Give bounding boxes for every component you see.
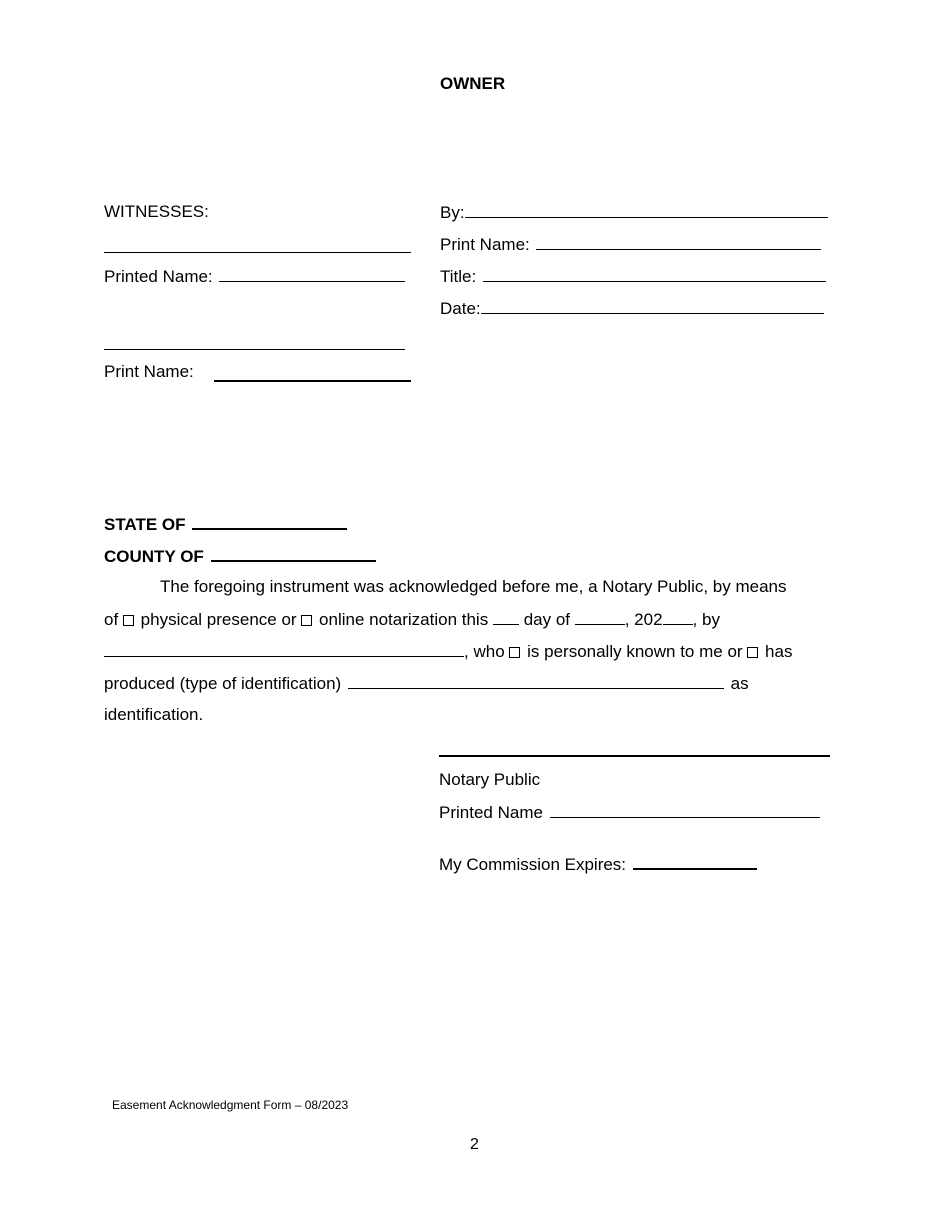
notary-signature-line[interactable]: [439, 755, 830, 757]
page-title: OWNER: [440, 74, 506, 93]
owner-date-line[interactable]: [481, 298, 824, 314]
ack-line-5: identification.: [104, 705, 204, 724]
witness2-print-name-label: Print Name:: [104, 362, 194, 381]
ack-line-3: [104, 641, 792, 662]
witness2-print-name-line[interactable]: [214, 380, 411, 382]
month-line[interactable]: [575, 609, 625, 625]
notary-printed-name-label: Printed Name: [439, 803, 543, 822]
commission-expires-label: My Commission Expires:: [439, 855, 627, 874]
county-of: [104, 545, 376, 567]
owner-by: [440, 202, 828, 223]
footer-form-name: Easement Acknowledgment Form – 08/2023: [112, 1098, 349, 1112]
owner-by-line[interactable]: [465, 202, 828, 218]
ack-of-text: of: [104, 610, 119, 629]
witness2-signature-line[interactable]: [104, 349, 405, 350]
owner-date-label: Date:: [440, 299, 481, 318]
owner-title: [440, 266, 826, 287]
signer-name-line[interactable]: [104, 641, 464, 657]
ack-line-4: [104, 673, 749, 694]
page-number: 2: [470, 1136, 479, 1153]
day-line[interactable]: [493, 609, 519, 625]
owner-print-name: [440, 234, 821, 255]
physical-presence-checkbox[interactable]: [123, 615, 134, 626]
ack-line-2: [104, 609, 720, 630]
state-of-line[interactable]: [192, 513, 347, 530]
witnesses-label: WITNESSES:: [104, 202, 209, 221]
county-of-line[interactable]: [211, 545, 376, 562]
witness2-print-name: [104, 362, 194, 382]
witness1-printed-name: [104, 266, 405, 287]
notary-printed-name-line[interactable]: [550, 802, 820, 818]
personally-known-text: is personally known to me or: [527, 642, 743, 661]
ack-line-1: The foregoing instrument was acknowledged before me, a Notary Public, by means: [160, 577, 787, 596]
notary-printed-name: [439, 802, 820, 823]
owner-print-name-label: Print Name:: [440, 235, 530, 254]
id-type-line[interactable]: [348, 673, 724, 689]
who-text: who: [473, 642, 505, 661]
personally-known-checkbox[interactable]: [509, 647, 520, 658]
owner-by-label: By:: [440, 203, 465, 222]
commission-expires: [439, 853, 757, 875]
signer-comma: ,: [464, 642, 469, 661]
by-text: , by: [692, 610, 720, 629]
commission-expires-line[interactable]: [633, 853, 757, 870]
notary-public-label: Notary Public: [439, 770, 541, 789]
as-text: as: [730, 674, 749, 693]
year-line[interactable]: [663, 609, 693, 625]
owner-print-name-line[interactable]: [536, 234, 821, 250]
state-of: [104, 513, 347, 535]
day-of-text: day of: [523, 610, 570, 629]
produced-id-text: produced (type of identification): [104, 674, 342, 693]
produced-id-checkbox[interactable]: [747, 647, 758, 658]
state-of-label: STATE OF: [104, 515, 186, 534]
physical-presence-text: physical presence or: [140, 610, 297, 629]
witness1-printed-name-label: Printed Name:: [104, 267, 213, 286]
county-of-label: COUNTY OF: [104, 547, 204, 566]
witness1-signature-line[interactable]: [104, 252, 411, 253]
owner-date: [440, 298, 824, 319]
owner-title-line[interactable]: [483, 266, 826, 282]
has-text: has: [765, 642, 793, 661]
year-prefix-text: , 202: [624, 610, 663, 629]
online-notarization-checkbox[interactable]: [301, 615, 312, 626]
witness1-printed-name-line[interactable]: [219, 266, 405, 282]
owner-title-label: Title:: [440, 267, 477, 286]
online-notarization-text: online notarization this: [319, 610, 489, 629]
